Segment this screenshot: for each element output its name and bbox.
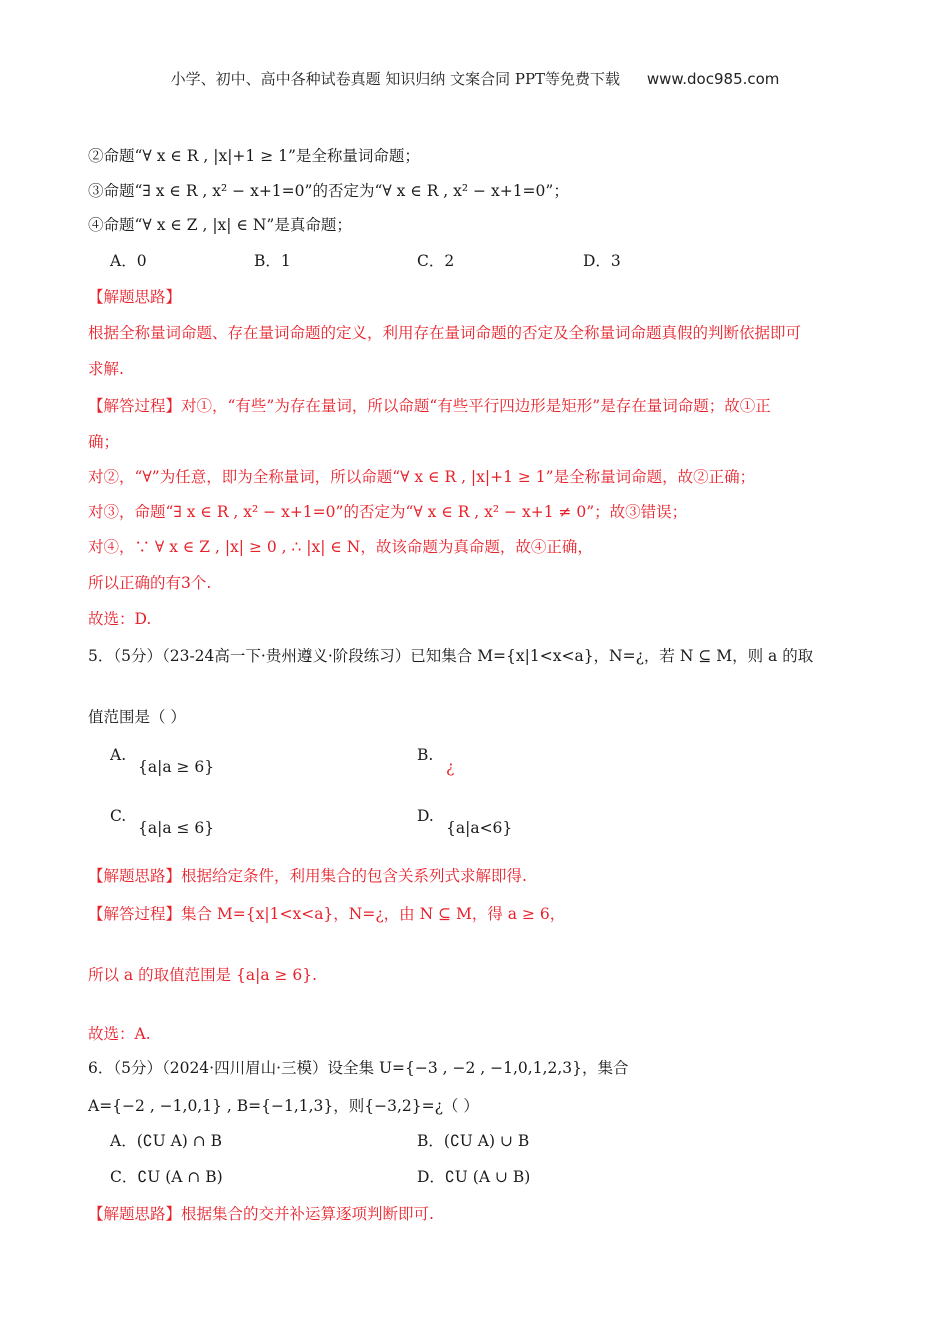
q4-proc-line5: 对④，∵ ∀ x ∈ Z , |x| ≥ 0 , ∴ |x| ∈ N，故该命题为真命题，故④正确， <box>88 538 593 556</box>
q5-option-d-label: D. <box>417 807 434 825</box>
q4-option-d: D．3 <box>583 252 621 270</box>
q4-proc-line3: 对②，“∀”为任意，即为全称量词，所以命题“∀ x ∈ R , |x|+1 ≥ 1”是全称量词命题，故②正确； <box>88 468 756 486</box>
q5-answer: 故选：A. <box>88 1025 151 1043</box>
q5-option-b: ¿ <box>446 758 455 776</box>
q5-stem-line1: 5．（5分）（23-24高一下·贵州遵义·阶段练习）已知集合 M={x|1<x<a}，N=¿，若 N ⊆ M，则 a 的取 <box>88 647 814 665</box>
q5-option-c: {a|a ≤ 6} <box>138 819 215 837</box>
q4-proc-line4: 对③，命题“∃ x ∈ R , x² − x+1=0”的否定为“∀ x ∈ R , x² − x+1 ≠ 0”；故③错误； <box>88 503 688 521</box>
q6-option-c: C．∁U (A ∩ B) <box>110 1168 223 1186</box>
page-header <box>0 68 950 89</box>
q5-option-a-label: A. <box>110 746 127 764</box>
q5-option-a: {a|a ≥ 6} <box>138 758 215 776</box>
header-title: 小学、初中、高中各种试卷真题 知识归纳 文案合同 PPT等免费下载 <box>170 70 621 88</box>
q4-answer: 故选：D. <box>88 610 152 628</box>
q4-idea-line1: 根据全称量词命题、存在量词命题的定义，利用存在量词命题的否定及全称量词命题真假的判断依据即可 <box>88 324 802 342</box>
q5-proc-line1: 【解答过程】集合 M={x|1<x<a}，N=¿，由 N ⊆ M，得 a ≥ 6， <box>88 905 566 923</box>
q6-option-d: D．∁U (A ∪ B) <box>417 1168 531 1186</box>
q4-statement-3: ③命题“∃ x ∈ R , x² − x+1=0”的否定为“∀ x ∈ R , x² − x+1=0”； <box>88 182 569 200</box>
q5-stem-line2: 值范围是（ ） <box>88 708 186 726</box>
q4-proc-line2: 确； <box>88 433 120 451</box>
q4-option-b: B．1 <box>254 252 291 270</box>
q6-option-b: B．(∁U A) ∪ B <box>417 1132 530 1150</box>
q5-option-c-label: C. <box>110 807 127 825</box>
q6-stem-line2: A={−2 , −1,0,1} , B={−1,1,3}，则{−3,2}=¿（ ） <box>88 1097 479 1115</box>
q6-idea: 【解题思路】根据集合的交并补运算逐项判断即可. <box>88 1205 434 1223</box>
q5-option-d: {a|a<6} <box>446 819 513 837</box>
q4-idea-label: 【解题思路】 <box>88 288 182 306</box>
q4-proc-line6: 所以正确的有3个. <box>88 574 212 592</box>
q5-option-b-label: B. <box>417 746 434 764</box>
q5-proc-line2: 所以 a 的取值范围是 {a|a ≥ 6}. <box>88 966 318 984</box>
q4-option-a: A．0 <box>110 252 147 270</box>
q4-proc-line1: 【解答过程】对①，“有些”为存在量词，所以命题“有些平行四边形是矩形”是存在量词命题；故①正 <box>88 397 771 415</box>
header-site: www.doc985.com <box>646 70 780 88</box>
q4-statement-2: ②命题“∀ x ∈ R , |x|+1 ≥ 1”是全称量词命题； <box>88 147 420 165</box>
q5-idea: 【解题思路】根据给定条件，利用集合的包含关系列式求解即得. <box>88 867 527 885</box>
q6-stem-line1: 6．（5分）（2024·四川眉山·三模）设全集 U={−3 , −2 , −1,0,1,2,3}，集合 <box>88 1059 629 1077</box>
q4-idea-line2: 求解. <box>88 360 124 378</box>
q4-statement-4: ④命题“∀ x ∈ Z , |x| ∈ N”是真命题； <box>88 216 352 234</box>
q4-option-c: C．2 <box>417 252 455 270</box>
q6-option-a: A．(∁U A) ∩ B <box>110 1132 223 1150</box>
